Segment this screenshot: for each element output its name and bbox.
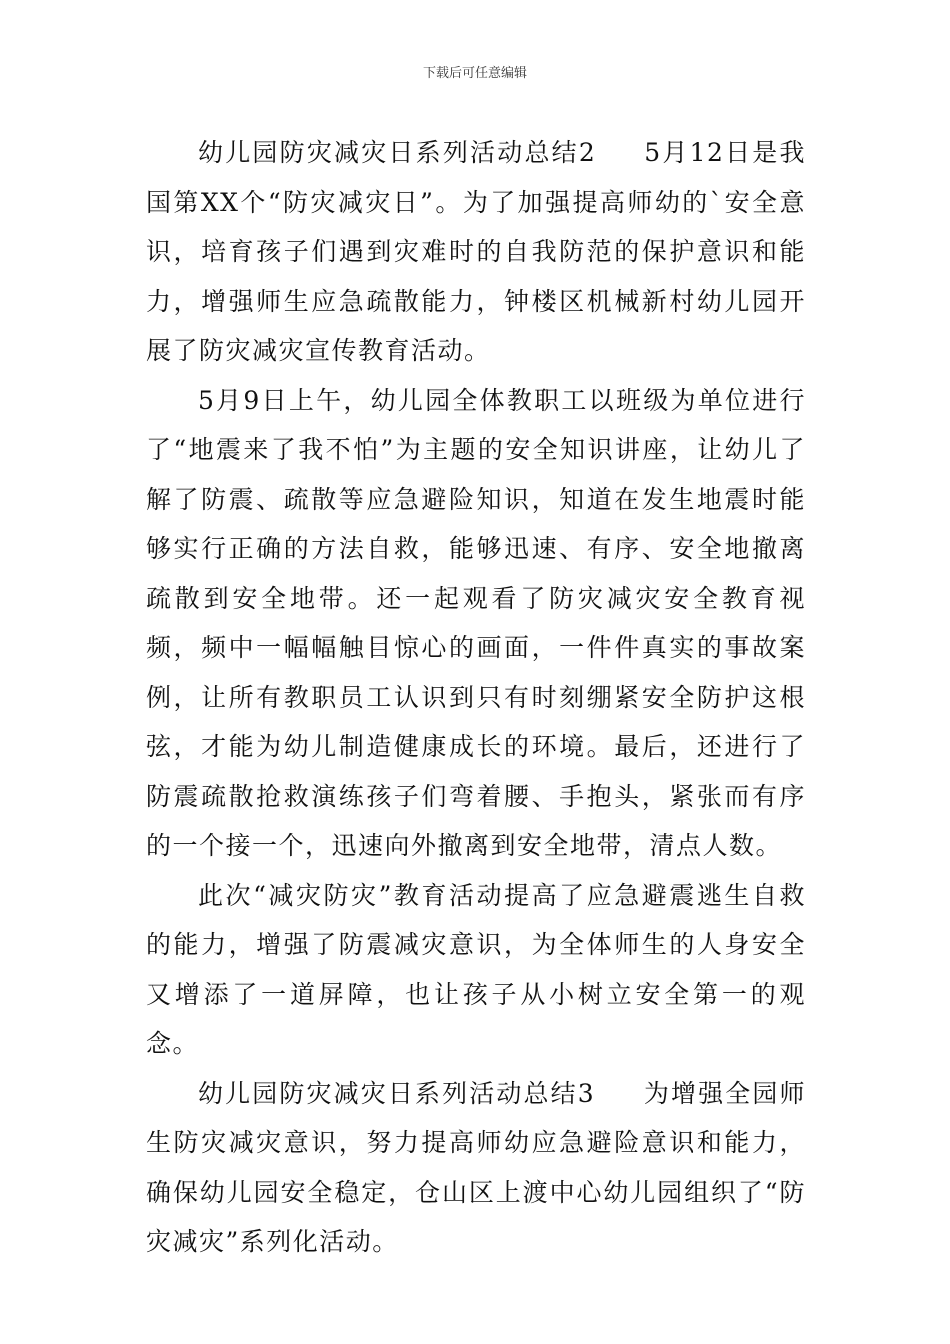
header-note: 下载后可任意编辑 [422,66,527,81]
paragraph-activity: 5月9日上午，幼儿园全体教职工以班级为单位进行了“地震来了我不怕”为主题的安全知识讲座，让幼儿了解了防震、疏散等应急避险知识，知道在发生地震时能够实行正确的方法自救，能够迅速、有序、安全地撤离疏散到安全地带。还一起观看了防灾减灾安全教育视频，频中一幅幅触目惊心的画面，一件件真实的事故案例，让所有教职员工认识到只有时刻绷紧安全防护这根弦，才能为幼儿制造健康成长的环境。最后，还进行了防震疏散抢救演练孩子们弯着腰、手抱头，紧张而有序的一个接一个，迅速向外撤离到安全地带，清点人数。 [146,385,806,860]
paragraph-conclusion: 此次“减灾防灾”教育活动提高了应急避震逃生自救的能力，增强了防震减灾意识，为全体师生的人身安全又增添了一道屏障，也让孩子从小树立安全第一的观念。 [146,880,806,1058]
paragraph-text: 为增强全园师生防灾减灾意识，努力提高师幼应急避险意识和能力，确保幼儿园安全稳定，仓山区上渡中心幼儿园组织了“防灾减灾”系列化活动。 [146,1078,806,1256]
section-heading-2: 幼儿园防灾减灾日系列活动总结2 [198,138,597,167]
section-heading-3: 幼儿园防灾减灾日系列活动总结3 [198,1078,596,1108]
document-body [146,128,806,1267]
paragraph-text: 5月12日是我国第XX个“防灾减灾日”。为了加强提高师幼的`安全意识，培育孩子们遇到灾难时的自我防范的保护意识和能力，增强师生应急疏散能力，钟楼区机械新村幼儿园开展了防灾减灾宣传教育活动。 [146,138,806,365]
paragraph-summary-2 [146,128,806,376]
paragraph-summary-3 [146,1069,806,1267]
